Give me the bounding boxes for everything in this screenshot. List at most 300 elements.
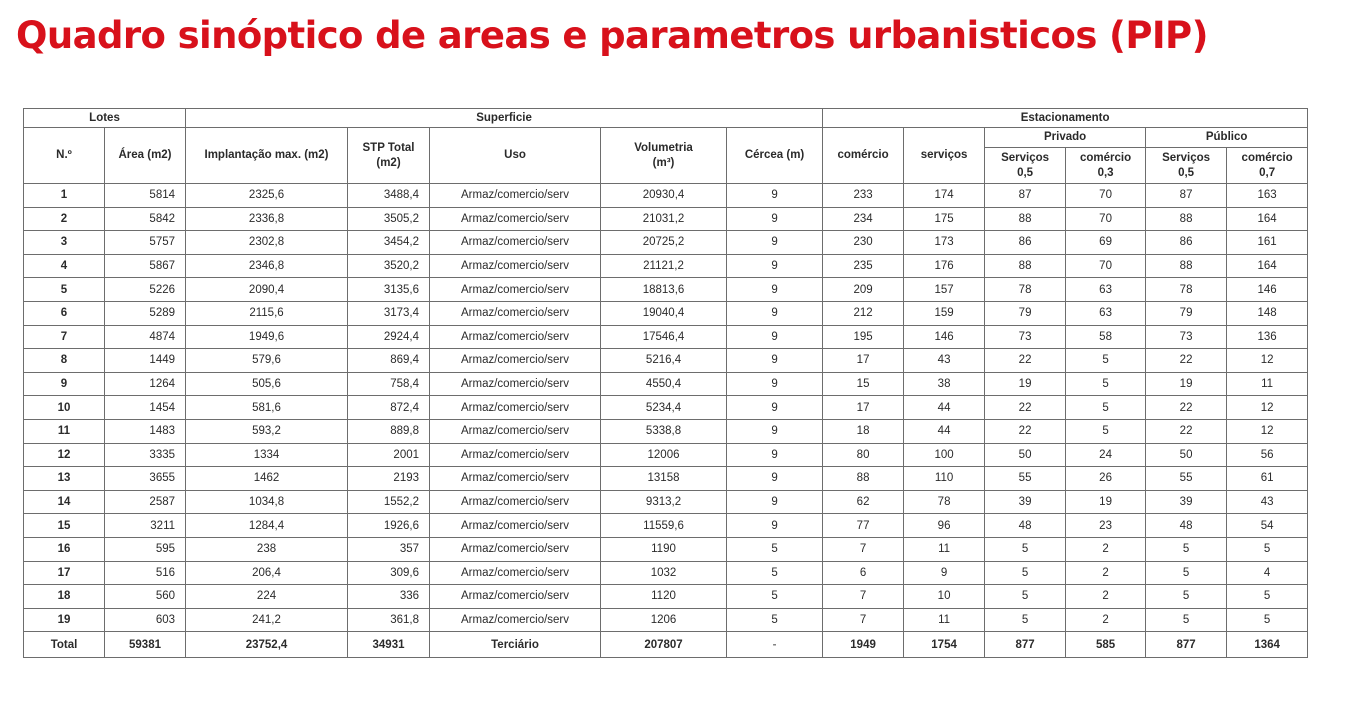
cell-cercea: 9	[727, 207, 823, 231]
cell-area: 595	[105, 537, 186, 561]
cell-publico-servicos: 73	[1146, 325, 1227, 349]
total-privado-comercio: 585	[1066, 632, 1146, 658]
cell-publico-servicos: 48	[1146, 514, 1227, 538]
col-header-privado-servicos	[985, 148, 1066, 184]
table-row	[24, 325, 1308, 349]
total-comercio: 1949	[823, 632, 904, 658]
col-header-uso: Uso	[430, 128, 601, 184]
cell-cercea: 5	[727, 608, 823, 632]
cell-publico-servicos: 79	[1146, 301, 1227, 325]
table-row	[24, 184, 1308, 208]
cell-uso: Armaz/comercio/serv	[430, 231, 601, 255]
cell-implantacao: 1334	[186, 443, 348, 467]
cell-publico-servicos: 5	[1146, 561, 1227, 585]
cell-publico-servicos: 5	[1146, 608, 1227, 632]
cell-publico-servicos: 5	[1146, 537, 1227, 561]
cell-privado-servicos: 88	[985, 254, 1066, 278]
cell-implantacao: 1462	[186, 467, 348, 491]
group-header-lotes: Lotes	[24, 109, 186, 128]
total-servicos: 1754	[904, 632, 985, 658]
cell-servicos: 175	[904, 207, 985, 231]
cell-cercea: 9	[727, 301, 823, 325]
table-row	[24, 419, 1308, 443]
cell-cercea: 5	[727, 585, 823, 609]
col-header-servicos: serviços	[904, 128, 985, 184]
cell-servicos: 173	[904, 231, 985, 255]
cell-publico-comercio: 163	[1227, 184, 1308, 208]
cell-stp: 3454,2	[348, 231, 430, 255]
cell-privado-servicos: 39	[985, 490, 1066, 514]
cell-uso: Armaz/comercio/serv	[430, 490, 601, 514]
col-header-volumetria	[601, 128, 727, 184]
cell-publico-comercio: 12	[1227, 349, 1308, 373]
cell-implantacao: 2115,6	[186, 301, 348, 325]
cell-implantacao: 2346,8	[186, 254, 348, 278]
cell-uso: Armaz/comercio/serv	[430, 514, 601, 538]
table-row	[24, 514, 1308, 538]
cell-comercio: 233	[823, 184, 904, 208]
cell-uso: Armaz/comercio/serv	[430, 467, 601, 491]
cell-cercea: 9	[727, 231, 823, 255]
cell-implantacao: 593,2	[186, 419, 348, 443]
cell-lote-number: 2	[24, 207, 105, 231]
ratio: 0,3	[1097, 166, 1114, 179]
cell-cercea: 9	[727, 490, 823, 514]
cell-implantacao: 2336,8	[186, 207, 348, 231]
cell-servicos: 38	[904, 372, 985, 396]
col-header-n: N.º	[24, 128, 105, 184]
cell-volumetria: 20930,4	[601, 184, 727, 208]
cell-uso: Armaz/comercio/serv	[430, 585, 601, 609]
total-area: 59381	[105, 632, 186, 658]
cell-cercea: 9	[727, 419, 823, 443]
cell-comercio: 235	[823, 254, 904, 278]
cell-publico-comercio: 12	[1227, 396, 1308, 420]
cell-implantacao: 1284,4	[186, 514, 348, 538]
cell-publico-comercio: 4	[1227, 561, 1308, 585]
cell-privado-servicos: 5	[985, 561, 1066, 585]
cell-area: 1264	[105, 372, 186, 396]
cell-cercea: 9	[727, 325, 823, 349]
cell-stp: 889,8	[348, 419, 430, 443]
cell-uso: Armaz/comercio/serv	[430, 396, 601, 420]
cell-privado-comercio: 5	[1066, 396, 1146, 420]
cell-uso: Armaz/comercio/serv	[430, 537, 601, 561]
cell-privado-servicos: 79	[985, 301, 1066, 325]
cell-publico-servicos: 78	[1146, 278, 1227, 302]
cell-comercio: 209	[823, 278, 904, 302]
cell-comercio: 234	[823, 207, 904, 231]
cell-cercea: 5	[727, 537, 823, 561]
cell-uso: Armaz/comercio/serv	[430, 372, 601, 396]
cell-publico-comercio: 148	[1227, 301, 1308, 325]
cell-lote-number: 13	[24, 467, 105, 491]
cell-comercio: 80	[823, 443, 904, 467]
cell-area: 3335	[105, 443, 186, 467]
group-header-privado: Privado	[985, 128, 1146, 148]
table-row	[24, 349, 1308, 373]
label: comércio	[1080, 151, 1132, 164]
table-row	[24, 278, 1308, 302]
cell-privado-comercio: 70	[1066, 207, 1146, 231]
cell-lote-number: 1	[24, 184, 105, 208]
cell-comercio: 88	[823, 467, 904, 491]
cell-volumetria: 21031,2	[601, 207, 727, 231]
cell-area: 5867	[105, 254, 186, 278]
cell-area: 516	[105, 561, 186, 585]
cell-lote-number: 19	[24, 608, 105, 632]
page-title: Quadro sinóptico de areas e parametros urbanisticos (PIP)	[16, 14, 1208, 57]
group-header-estacionamento: Estacionamento	[823, 109, 1308, 128]
cell-privado-servicos: 5	[985, 585, 1066, 609]
cell-comercio: 230	[823, 231, 904, 255]
col-header-privado-comercio	[1066, 148, 1146, 184]
cell-privado-servicos: 5	[985, 537, 1066, 561]
cell-area: 3211	[105, 514, 186, 538]
cell-stp: 3173,4	[348, 301, 430, 325]
cell-area: 5757	[105, 231, 186, 255]
cell-comercio: 195	[823, 325, 904, 349]
col-header-comercio: comércio	[823, 128, 904, 184]
cell-privado-servicos: 19	[985, 372, 1066, 396]
stp-label: STP Total	[362, 141, 415, 154]
cell-lote-number: 16	[24, 537, 105, 561]
cell-volumetria: 19040,4	[601, 301, 727, 325]
cell-servicos: 159	[904, 301, 985, 325]
cell-privado-servicos: 22	[985, 396, 1066, 420]
table-row	[24, 585, 1308, 609]
cell-lote-number: 15	[24, 514, 105, 538]
table-row	[24, 608, 1308, 632]
cell-publico-servicos: 22	[1146, 396, 1227, 420]
cell-area: 560	[105, 585, 186, 609]
cell-volumetria: 1190	[601, 537, 727, 561]
cell-uso: Armaz/comercio/serv	[430, 207, 601, 231]
table-row	[24, 396, 1308, 420]
cell-publico-comercio: 43	[1227, 490, 1308, 514]
cell-implantacao: 206,4	[186, 561, 348, 585]
cell-cercea: 9	[727, 278, 823, 302]
total-stp: 34931	[348, 632, 430, 658]
table-row	[24, 254, 1308, 278]
cell-implantacao: 1949,6	[186, 325, 348, 349]
cell-cercea: 9	[727, 443, 823, 467]
cell-privado-servicos: 22	[985, 419, 1066, 443]
cell-servicos: 174	[904, 184, 985, 208]
cell-lote-number: 18	[24, 585, 105, 609]
label: comércio	[1241, 151, 1293, 164]
cell-implantacao: 2302,8	[186, 231, 348, 255]
cell-comercio: 7	[823, 608, 904, 632]
col-header-publico-servicos	[1146, 148, 1227, 184]
cell-uso: Armaz/comercio/serv	[430, 349, 601, 373]
cell-publico-comercio: 61	[1227, 467, 1308, 491]
cell-publico-servicos: 22	[1146, 419, 1227, 443]
cell-volumetria: 1206	[601, 608, 727, 632]
cell-publico-comercio: 56	[1227, 443, 1308, 467]
cell-area: 603	[105, 608, 186, 632]
cell-publico-comercio: 5	[1227, 537, 1308, 561]
cell-publico-comercio: 54	[1227, 514, 1308, 538]
cell-comercio: 7	[823, 585, 904, 609]
cell-servicos: 43	[904, 349, 985, 373]
cell-lote-number: 3	[24, 231, 105, 255]
total-publico-comercio: 1364	[1227, 632, 1308, 658]
cell-volumetria: 21121,2	[601, 254, 727, 278]
cell-privado-servicos: 87	[985, 184, 1066, 208]
cell-area: 5226	[105, 278, 186, 302]
cell-publico-comercio: 5	[1227, 608, 1308, 632]
urban-parameters-table	[23, 108, 1308, 658]
table-row	[24, 561, 1308, 585]
cell-volumetria: 11559,6	[601, 514, 727, 538]
cell-lote-number: 11	[24, 419, 105, 443]
cell-stp: 1552,2	[348, 490, 430, 514]
cell-privado-comercio: 2	[1066, 585, 1146, 609]
cell-uso: Armaz/comercio/serv	[430, 443, 601, 467]
cell-publico-servicos: 88	[1146, 254, 1227, 278]
cell-lote-number: 9	[24, 372, 105, 396]
cell-area: 1454	[105, 396, 186, 420]
ratio: 0,5	[1178, 166, 1195, 179]
cell-area: 4874	[105, 325, 186, 349]
table-row	[24, 490, 1308, 514]
cell-servicos: 96	[904, 514, 985, 538]
cell-privado-comercio: 63	[1066, 278, 1146, 302]
cell-area: 5289	[105, 301, 186, 325]
table-row	[24, 443, 1308, 467]
cell-publico-servicos: 5	[1146, 585, 1227, 609]
cell-uso: Armaz/comercio/serv	[430, 325, 601, 349]
cell-comercio: 212	[823, 301, 904, 325]
cell-stp: 309,6	[348, 561, 430, 585]
table-row	[24, 207, 1308, 231]
cell-servicos: 78	[904, 490, 985, 514]
cell-cercea: 9	[727, 396, 823, 420]
cell-cercea: 9	[727, 372, 823, 396]
cell-privado-comercio: 23	[1066, 514, 1146, 538]
cell-stp: 336	[348, 585, 430, 609]
total-label: Total	[24, 632, 105, 658]
cell-privado-servicos: 86	[985, 231, 1066, 255]
cell-privado-comercio: 58	[1066, 325, 1146, 349]
cell-volumetria: 13158	[601, 467, 727, 491]
cell-privado-comercio: 19	[1066, 490, 1146, 514]
cell-stp: 869,4	[348, 349, 430, 373]
cell-comercio: 18	[823, 419, 904, 443]
cell-privado-servicos: 78	[985, 278, 1066, 302]
col-header-stp	[348, 128, 430, 184]
cell-privado-comercio: 5	[1066, 419, 1146, 443]
cell-servicos: 9	[904, 561, 985, 585]
cell-privado-comercio: 2	[1066, 537, 1146, 561]
cell-stp: 2001	[348, 443, 430, 467]
cell-uso: Armaz/comercio/serv	[430, 301, 601, 325]
col-header-area: Área (m2)	[105, 128, 186, 184]
volumetria-unit: (m³)	[652, 156, 675, 169]
cell-publico-comercio: 161	[1227, 231, 1308, 255]
group-header-superficie: Superficie	[186, 109, 823, 128]
cell-area: 1449	[105, 349, 186, 373]
cell-area: 5814	[105, 184, 186, 208]
cell-privado-servicos: 73	[985, 325, 1066, 349]
cell-stp: 3488,4	[348, 184, 430, 208]
cell-privado-comercio: 63	[1066, 301, 1146, 325]
cell-stp: 3520,2	[348, 254, 430, 278]
cell-stp: 357	[348, 537, 430, 561]
cell-volumetria: 18813,6	[601, 278, 727, 302]
cell-privado-comercio: 5	[1066, 372, 1146, 396]
cell-privado-comercio: 5	[1066, 349, 1146, 373]
cell-uso: Armaz/comercio/serv	[430, 278, 601, 302]
cell-publico-comercio: 164	[1227, 207, 1308, 231]
cell-area: 1483	[105, 419, 186, 443]
cell-servicos: 100	[904, 443, 985, 467]
cell-publico-servicos: 88	[1146, 207, 1227, 231]
cell-privado-servicos: 50	[985, 443, 1066, 467]
cell-implantacao: 2325,6	[186, 184, 348, 208]
cell-volumetria: 9313,2	[601, 490, 727, 514]
cell-publico-comercio: 164	[1227, 254, 1308, 278]
cell-publico-comercio: 146	[1227, 278, 1308, 302]
cell-implantacao: 1034,8	[186, 490, 348, 514]
cell-privado-servicos: 55	[985, 467, 1066, 491]
cell-lote-number: 10	[24, 396, 105, 420]
cell-servicos: 11	[904, 608, 985, 632]
cell-area: 5842	[105, 207, 186, 231]
cell-implantacao: 581,6	[186, 396, 348, 420]
cell-comercio: 17	[823, 396, 904, 420]
cell-implantacao: 241,2	[186, 608, 348, 632]
cell-publico-servicos: 22	[1146, 349, 1227, 373]
total-uso: Terciário	[430, 632, 601, 658]
cell-servicos: 11	[904, 537, 985, 561]
cell-comercio: 77	[823, 514, 904, 538]
cell-implantacao: 224	[186, 585, 348, 609]
cell-publico-servicos: 55	[1146, 467, 1227, 491]
cell-publico-servicos: 19	[1146, 372, 1227, 396]
cell-volumetria: 20725,2	[601, 231, 727, 255]
cell-servicos: 44	[904, 419, 985, 443]
cell-servicos: 110	[904, 467, 985, 491]
cell-publico-comercio: 136	[1227, 325, 1308, 349]
cell-stp: 1926,6	[348, 514, 430, 538]
cell-publico-comercio: 12	[1227, 419, 1308, 443]
cell-privado-servicos: 48	[985, 514, 1066, 538]
total-publico-servicos: 877	[1146, 632, 1227, 658]
cell-stp: 2924,4	[348, 325, 430, 349]
cell-servicos: 44	[904, 396, 985, 420]
cell-uso: Armaz/comercio/serv	[430, 419, 601, 443]
cell-privado-servicos: 5	[985, 608, 1066, 632]
cell-lote-number: 5	[24, 278, 105, 302]
col-header-cercea: Cércea (m)	[727, 128, 823, 184]
cell-lote-number: 17	[24, 561, 105, 585]
col-header-publico-comercio	[1227, 148, 1308, 184]
ratio: 0,5	[1017, 166, 1034, 179]
cell-servicos: 146	[904, 325, 985, 349]
cell-privado-comercio: 24	[1066, 443, 1146, 467]
cell-volumetria: 1032	[601, 561, 727, 585]
cell-comercio: 15	[823, 372, 904, 396]
cell-stp: 758,4	[348, 372, 430, 396]
table-body	[24, 184, 1308, 632]
table-row	[24, 537, 1308, 561]
cell-cercea: 9	[727, 514, 823, 538]
cell-cercea: 9	[727, 254, 823, 278]
cell-volumetria: 5216,4	[601, 349, 727, 373]
table-row	[24, 372, 1308, 396]
cell-stp: 3505,2	[348, 207, 430, 231]
cell-volumetria: 1120	[601, 585, 727, 609]
cell-cercea: 9	[727, 184, 823, 208]
cell-publico-comercio: 11	[1227, 372, 1308, 396]
cell-servicos: 176	[904, 254, 985, 278]
cell-uso: Armaz/comercio/serv	[430, 561, 601, 585]
cell-volumetria: 4550,4	[601, 372, 727, 396]
cell-servicos: 157	[904, 278, 985, 302]
cell-implantacao: 2090,4	[186, 278, 348, 302]
cell-privado-servicos: 22	[985, 349, 1066, 373]
total-privado-servicos: 877	[985, 632, 1066, 658]
total-cercea: -	[727, 632, 823, 658]
table-row	[24, 231, 1308, 255]
cell-privado-comercio: 2	[1066, 608, 1146, 632]
col-header-implantacao: Implantação max. (m2)	[186, 128, 348, 184]
cell-stp: 3135,6	[348, 278, 430, 302]
cell-lote-number: 7	[24, 325, 105, 349]
cell-area: 3655	[105, 467, 186, 491]
cell-comercio: 62	[823, 490, 904, 514]
cell-cercea: 9	[727, 467, 823, 491]
cell-lote-number: 12	[24, 443, 105, 467]
cell-implantacao: 505,6	[186, 372, 348, 396]
cell-privado-servicos: 88	[985, 207, 1066, 231]
cell-publico-servicos: 86	[1146, 231, 1227, 255]
cell-stp: 2193	[348, 467, 430, 491]
cell-cercea: 9	[727, 349, 823, 373]
cell-privado-comercio: 70	[1066, 184, 1146, 208]
cell-volumetria: 5338,8	[601, 419, 727, 443]
ratio: 0,7	[1259, 166, 1276, 179]
table-row	[24, 467, 1308, 491]
cell-comercio: 7	[823, 537, 904, 561]
cell-lote-number: 14	[24, 490, 105, 514]
cell-lote-number: 6	[24, 301, 105, 325]
cell-implantacao: 238	[186, 537, 348, 561]
cell-stp: 361,8	[348, 608, 430, 632]
cell-publico-comercio: 5	[1227, 585, 1308, 609]
cell-comercio: 17	[823, 349, 904, 373]
label: Serviços	[1162, 151, 1211, 164]
stp-unit: (m2)	[376, 156, 401, 169]
cell-lote-number: 8	[24, 349, 105, 373]
cell-implantacao: 579,6	[186, 349, 348, 373]
cell-privado-comercio: 69	[1066, 231, 1146, 255]
group-header-publico: Público	[1146, 128, 1308, 148]
total-volumetria: 207807	[601, 632, 727, 658]
cell-privado-comercio: 70	[1066, 254, 1146, 278]
cell-volumetria: 12006	[601, 443, 727, 467]
cell-uso: Armaz/comercio/serv	[430, 184, 601, 208]
cell-privado-comercio: 2	[1066, 561, 1146, 585]
cell-publico-servicos: 39	[1146, 490, 1227, 514]
cell-comercio: 6	[823, 561, 904, 585]
cell-area: 2587	[105, 490, 186, 514]
volumetria-label: Volumetria	[634, 141, 693, 154]
cell-stp: 872,4	[348, 396, 430, 420]
cell-privado-comercio: 26	[1066, 467, 1146, 491]
